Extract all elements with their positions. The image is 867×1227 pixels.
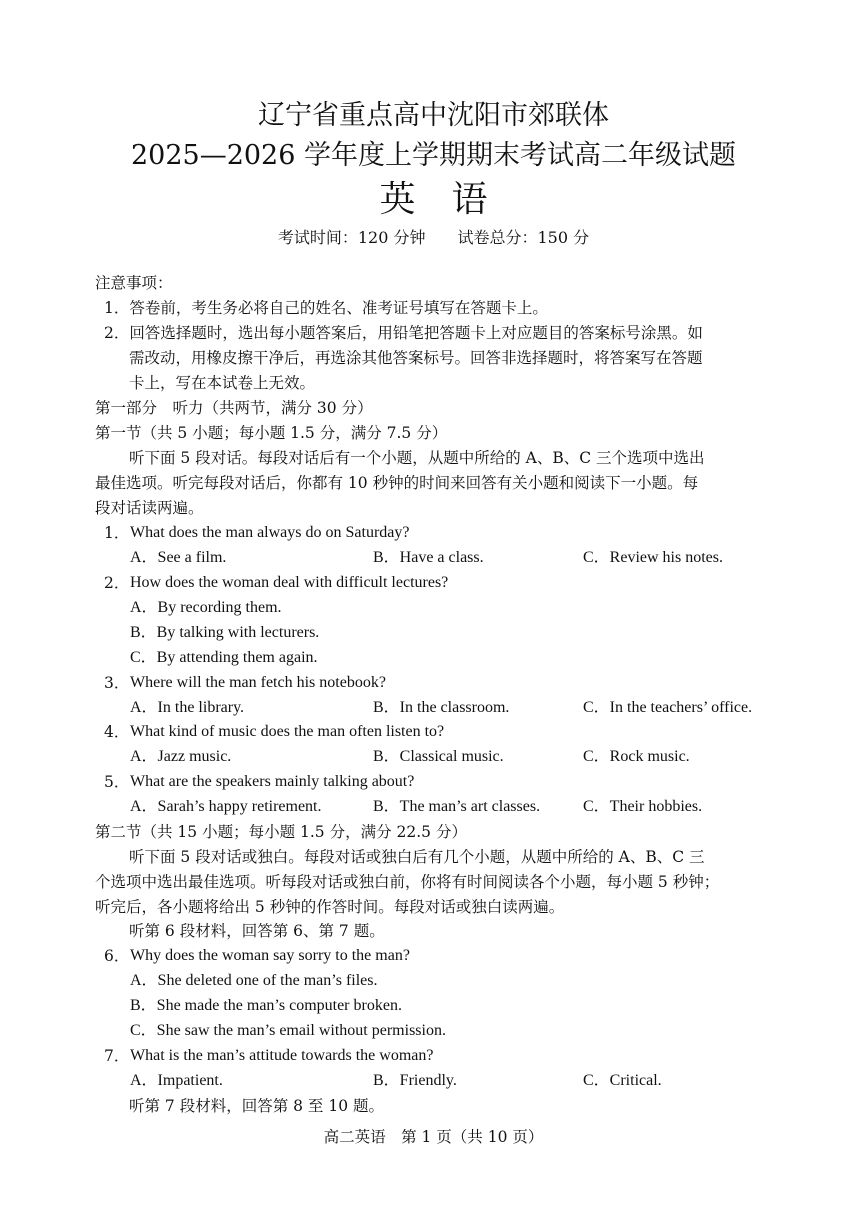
option-a: A．By recording them.: [130, 599, 282, 616]
option-b: B．She made the man’s computer broken.: [130, 997, 402, 1014]
option-c: C．Their hobbies.: [583, 798, 703, 815]
note-item: 1．答卷前，考生务必将自己的姓名、准考证号填写在答题卡上。: [104, 299, 548, 317]
option-a: A．She deleted one of the man’s files.: [130, 972, 378, 989]
material-instruction: 听第 7 段材料，回答第 8 至 10 题。: [129, 1097, 385, 1115]
section-instructions: 最佳选项。听完每段对话后，你都有 10 秒钟的时间来回答有关小题和阅读下一小题。每: [95, 474, 699, 492]
section-instructions: 听下面 5 段对话或独白。每段对话或独白后有几个小题，从题中所给的 A、B、C 三: [129, 848, 705, 866]
option-b: B．Classical music.: [373, 748, 504, 765]
option-b: B．Friendly.: [373, 1072, 457, 1089]
question-number: 3．: [104, 674, 130, 692]
option-a: A．Jazz music.: [130, 748, 232, 765]
option-b: B．Have a class.: [373, 549, 484, 566]
option-a: A．In the library.: [130, 699, 245, 716]
part-heading: 第一部分 听力（共两节，满分 30 分）: [95, 399, 373, 417]
option-c: C．Review his notes.: [583, 549, 723, 566]
section-heading: 第二节（共 15 小题；每小题 1.5 分，满分 22.5 分）: [95, 823, 467, 841]
option-b: B．In the classroom.: [373, 699, 510, 716]
note-item: 2．回答选择题时，选出每小题答案后，用铅笔把答题卡上对应题目的答案标号涂黑。如: [104, 324, 703, 342]
question-text: What does the man always do on Saturday?: [130, 524, 410, 541]
option-c: C．By attending them again.: [130, 649, 318, 666]
question-number: 1．: [104, 524, 130, 542]
question-number: 5．: [104, 773, 130, 791]
option-b: B．The man’s art classes.: [373, 798, 541, 815]
exam-info: 考试时间：120 分钟 试卷总分：150 分: [277, 228, 590, 247]
note-item: 卡上，写在本试卷上无效。: [129, 374, 316, 392]
question-text: Where will the man fetch his notebook?: [130, 674, 386, 691]
subject-title: 英 语: [379, 179, 488, 220]
notes-heading: 注意事项：: [95, 274, 173, 292]
question-text: What are the speakers mainly talking about?: [130, 773, 415, 790]
section-heading: 第一节（共 5 小题；每小题 1.5 分，满分 7.5 分）: [95, 424, 448, 442]
option-c: C．Rock music.: [583, 748, 690, 765]
section-instructions: 个选项中选出最佳选项。听每段对话或独白前，你将有时间阅读各个小题，每小题 5 秒钟；: [95, 873, 720, 891]
section-instructions: 听完后，各小题将给出 5 秒钟的作答时间。每段对话或独白读两遍。: [95, 898, 565, 916]
option-c: C．She saw the man’s email without permission.: [130, 1022, 446, 1039]
option-a: A．Sarah’s happy retirement.: [130, 798, 322, 815]
section-instructions: 听下面 5 段对话。每段对话后有一个小题，从题中所给的 A、B、C 三个选项中选出: [129, 449, 705, 467]
exam-title: 辽宁省重点高中沈阳市郊联体: [258, 100, 609, 131]
option-a: A．See a film.: [130, 549, 227, 566]
material-instruction: 听第 6 段材料，回答第 6、第 7 题。: [129, 922, 385, 940]
exam-subtitle: 2025—2026 学年度上学期期末考试高二年级试题: [130, 140, 736, 171]
option-c: C．In the teachers’ office.: [583, 699, 753, 716]
option-c: C．Critical.: [583, 1072, 662, 1089]
note-item: 需改动，用橡皮擦干净后，再选涂其他答案标号。回答非选择题时，将答案写在答题: [129, 349, 703, 367]
section-instructions: 段对话读两遍。: [95, 499, 204, 517]
question-text: What kind of music does the man often listen to?: [130, 723, 445, 740]
page-footer: 高二英语 第 1 页（共 10 页）: [323, 1128, 544, 1146]
option-b: B．By talking with lecturers.: [130, 624, 320, 641]
question-number: 2．: [104, 574, 130, 592]
question-text: What is the man’s attitude towards the woman?: [130, 1047, 434, 1064]
question-number: 6．: [104, 947, 130, 965]
question-text: How does the woman deal with difficult lectures?: [130, 574, 449, 591]
question-number: 4．: [104, 723, 130, 741]
question-number: 7．: [104, 1047, 130, 1065]
question-text: Why does the woman say sorry to the man?: [130, 947, 410, 964]
option-a: A．Impatient.: [130, 1072, 223, 1089]
